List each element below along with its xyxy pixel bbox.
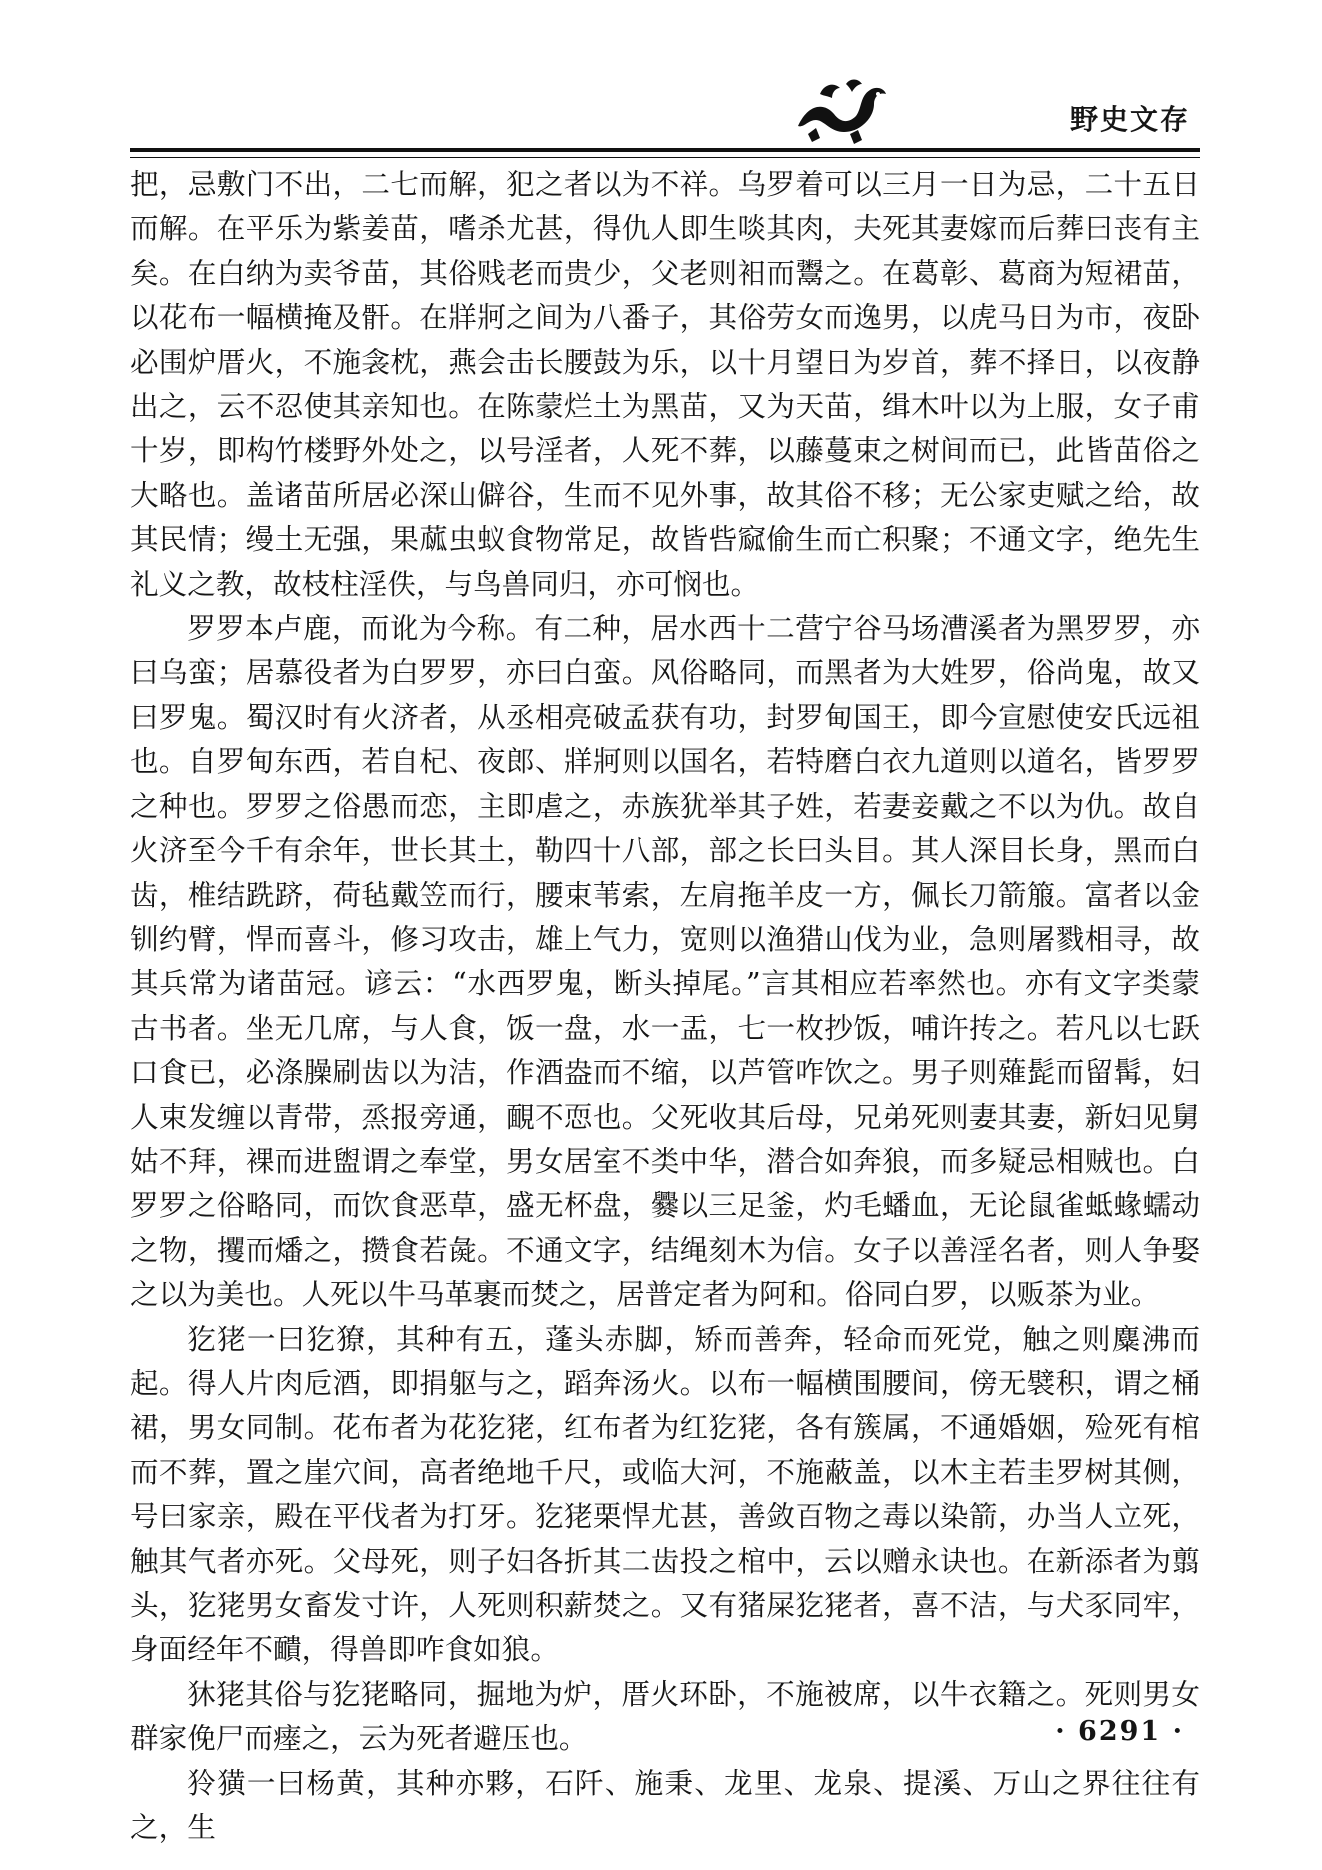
paragraph: 把，忌敷门不出，二七而解，犯之者以为不祥。乌罗着可以三月一日为忌，二十五日而解。在平乐为紫姜苗，嗜杀尤甚，得仇人即生啖其肉，夫死其妻嫁而后葬曰丧有主矣。在白纳为卖爷苗，其俗贱老而贵少，父老则衵而鬻之。在葛彰、葛商为短裙苗，以花布一幅横掩及骭。在牂牁之间为八番子，其俗劳女而逸男，以虎马日为市，夜卧必围炉厝火，不施衾枕，燕会击长腰鼓为乐，以十月望日为岁首，葬不择日，以夜静出之，云不忍使其亲知也。在陈蒙烂土为黑苗，又为天苗，缉木叶以为上服，女子甫十岁，即构竹楼野外处之，以号淫者，人死不葬，以藤蔓束之树间而已，此皆苗俗之大略也。盖诸苗所居必深山僻谷，生而不见外事，故其俗不移；无公家吏赋之给，故其民情；缦土无强，果蓏虫蚁食物常足，故皆呰窳偷生而亡积聚；不通文字，绝先生礼义之教，故枝柱淫佚，与鸟兽同归，亦可悯也。 bbox=[130, 167, 1200, 601]
paragraph: 狑獚一曰杨黄，其种亦夥，石阡、施秉、龙里、龙泉、提溪、万山之界往往有之，生 bbox=[130, 1765, 1200, 1845]
body-text bbox=[130, 162, 1200, 1849]
paragraph: 狇狫其俗与犵狫略同，掘地为炉，厝火环卧，不施被席，以牛衣籍之。死则男女群家俛尸而瘗之，云为死者避压也。 bbox=[130, 1676, 1200, 1756]
page-header bbox=[130, 62, 1200, 152]
paragraph: 罗罗本卢鹿，而讹为今称。有二种，居水西十二营宁谷马场漕溪者为黑罗罗，亦曰乌蛮；居慕役者为白罗罗，亦曰白蛮。风俗略同，而黑者为大姓罗，俗尚鬼，故又曰罗鬼。蜀汉时有火济者，从丞相亮破孟获有功，封罗甸国王，即今宣慰使安氏远祖也。自罗甸东西，若自杞、夜郎、牂牁则以国名，若特磨白衣九道则以道名，皆罗罗之种也。罗罗之俗愚而恋，主即虐之，赤族犹举其子姓，若妻妾戴之不以为仇。故自火济至今千有余年，世长其土，勒四十八部，部之长曰头目。其人深目长身，黑而白齿，椎结跣跻，荷毡戴笠而行，腰束苇索，左肩拖羊皮一方，佩长刀箭箙。富者以金钏约臂，悍而喜斗，修习攻击，雄上气力，宽则以渔猎山伐为业，急则屠戮相寻，故其兵常为诸苗冠。谚云：“水西罗鬼，断头掉尾。”言其相应若率然也。亦有文字类蒙古书者。坐无几席，与人食，饭一盘，水一盂，七一枚抄饭，哺许抟之。若凡以七跃口食已，必涤臊刷齿以为洁，作酒盎而不缩，以芦管咋饮之。男子则薙髭而留髯，妇人束发缠以青带，烝报旁通，靦不恧也。父死收其后母，兄弟死则妻其妻，新妇见舅姑不拜，裸而进盥谓之奉堂，男女居室不类中华，潜合如奔狼，而多疑忌相贼也。白罗罗之俗略同，而饮食恶草，盛无杯盘，爨以三足釜，灼毛蟠血，无论鼠雀蚳蝝蠕动之物，攫而燔之，攒食若彘。不通文字，结绳刻木为信。女子以善淫名者，则人争娶之以为美也。人死以牛马革裹而焚之，居普定者为阿和。俗同白罗，以贩茶为业。 bbox=[130, 611, 1200, 1312]
dragon-emblem-icon bbox=[790, 74, 890, 146]
series-title: 野史文存 bbox=[1069, 103, 1190, 136]
header-rule bbox=[130, 148, 1200, 152]
paragraph: 犵狫一曰犵獠，其种有五，蓬头赤脚，矫而善奔，轻命而死党，触之则麋沸而起。得人片肉卮酒，即捐躯与之，蹈奔汤火。以布一幅横围腰间，傍无襞积，谓之桶裙，男女同制。花布者为花犵狫，红布者为红犵狫，各有簇属，不通婚姻，殓死有棺而不葬，置之崖穴间，高者绝地千尺，或临大河，不施蔽盖，以木主若圭罗树其侧，号曰家亲，殿在平伐者为打牙。犵狫栗悍尤甚，善敛百物之毒以染箭，办当人立死，触其气者亦死。父母死，则子妇各折其二齿投之棺中，云以赠永诀也。在新添者为翦头，犵狫男女畜发寸许，人死则积薪焚之。又有猪屎犵狫者，喜不洁，与犬豕同牢，身面经年不靧，得兽即咋食如狼。 bbox=[130, 1321, 1200, 1667]
page-number: · 6291 · bbox=[1055, 1716, 1184, 1747]
header-rule-thin bbox=[130, 157, 1200, 158]
